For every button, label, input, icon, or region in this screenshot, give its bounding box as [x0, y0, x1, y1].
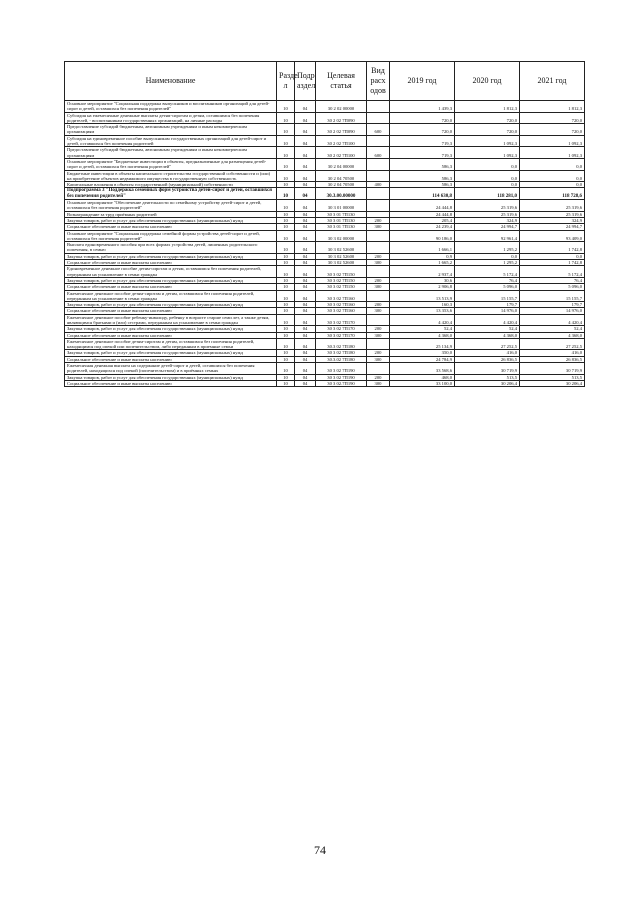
cell-subsection: 04: [295, 302, 316, 308]
cell-section: 10: [277, 356, 295, 362]
cell-2020: 27 252,5: [455, 338, 520, 350]
cell-expense-type: 300: [367, 380, 390, 386]
cell-2020: 4 368,0: [455, 332, 520, 338]
cell-subsection: 04: [295, 147, 316, 159]
cell-2021: 14 976,0: [520, 308, 585, 314]
cell-2019: 468,0: [390, 374, 455, 380]
cell-subsection: 04: [295, 224, 316, 230]
cell-expense-type: 400: [367, 182, 390, 188]
cell-subsection: 04: [295, 314, 316, 326]
table-row: [65, 338, 585, 350]
cell-subsection: 04: [295, 101, 316, 113]
cell-2019: 24 444,8: [390, 211, 455, 217]
cell-target-item: 30 2 04 70500: [316, 170, 367, 182]
cell-2020: 5 172,4: [455, 266, 520, 278]
cell-target-item: 30 3 02 52600: [316, 260, 367, 266]
cell-subsection: 04: [295, 112, 316, 124]
cell-name: Социальное обеспечение и иные выплаты населению: [65, 224, 277, 230]
table-row: [65, 380, 585, 386]
cell-2019: 52,4: [390, 326, 455, 332]
header-2021: 2021 год: [520, 62, 585, 101]
cell-2021: 324,9: [520, 217, 585, 223]
cell-name: Закупка товаров, работ и услуг для обеспечения государственных (муниципальных) нужд: [65, 217, 277, 223]
cell-section: 10: [277, 380, 295, 386]
cell-section: 10: [277, 217, 295, 223]
cell-2019: 350,0: [390, 350, 455, 356]
cell-2020: 179,7: [455, 302, 520, 308]
cell-2019: 720,0: [390, 124, 455, 136]
table-row: [65, 147, 585, 159]
cell-name: Ежемесячное денежное пособие ребенку-инвалиду, ребенку в возрасте старше семи лет, а также детям, являющимся братьями и (или) сестрами, переданным на усыновление в семьи граждан: [65, 314, 277, 326]
table-row: [65, 112, 585, 124]
cell-name: Ежемесячное денежное пособие детям-сиротам и детям, оставшимся без попечения родителей, находящимся под опекой или попечительством, либо переданным в приемные семьи: [65, 338, 277, 350]
cell-2020: 1 092,3: [455, 147, 520, 159]
cell-name: Основное мероприятие "Социальная поддержка выпускников и воспитанников организаций для детей-сирот и детей, оставшихся без попечения родителей": [65, 101, 277, 113]
cell-name: Социальное обеспечение и иные выплаты населению: [65, 308, 277, 314]
cell-section: 10: [277, 101, 295, 113]
cell-subsection: 04: [295, 332, 316, 338]
cell-expense-type: 200: [367, 253, 390, 259]
cell-2020: 324,9: [455, 217, 520, 223]
cell-2020: 118 281,0: [455, 188, 520, 200]
cell-name: Закупка товаров, работ и услуг для обеспечения государственных (муниципальных) нужд: [65, 374, 277, 380]
cell-2020: 76,4: [455, 277, 520, 283]
cell-subsection: 04: [295, 308, 316, 314]
cell-expense-type: [367, 135, 390, 147]
cell-2021: 27 252,5: [520, 338, 585, 350]
cell-target-item: 30.3 02 7П180: [316, 338, 367, 350]
cell-expense-type: 300: [367, 260, 390, 266]
cell-2019: 90 186,0: [390, 230, 455, 242]
cell-name: Социальное обеспечение и иные выплаты населению: [65, 380, 277, 386]
cell-name: Субсидия на ежемесячные денежные выплаты детям-сиротам и детям, оставшимся без попечения родителей, - воспитанникам государственных организаций, на личные расходы: [65, 112, 277, 124]
cell-2020: 24 994,7: [455, 224, 520, 230]
cell-subsection: 04: [295, 374, 316, 380]
cell-2020: 1 295,2: [455, 242, 520, 254]
cell-target-item: 30 3 02 7П170: [316, 326, 367, 332]
cell-target-item: 30 3 02 7П180: [316, 350, 367, 356]
cell-expense-type: 300: [367, 308, 390, 314]
cell-2019: 25 134,9: [390, 338, 455, 350]
cell-2019: 2 937,4: [390, 266, 455, 278]
table-row: [65, 290, 585, 302]
cell-2019: 30,6: [390, 277, 455, 283]
cell-section: 10: [277, 302, 295, 308]
cell-expense-type: [367, 112, 390, 124]
cell-target-item: 30 2 04 70500: [316, 182, 367, 188]
cell-expense-type: [367, 170, 390, 182]
cell-2020: 26 836,5: [455, 356, 520, 362]
cell-target-item: 30 3 02 7П150: [316, 277, 367, 283]
cell-target-item: 30 3 02 7П190: [316, 374, 367, 380]
cell-target-item: 30 3 02 7П160: [316, 308, 367, 314]
cell-name: Выплата единовременного пособия при всех формах устройства детей, лишенных родительского попечения, в семью: [65, 242, 277, 254]
cell-subsection: 04: [295, 188, 316, 200]
cell-name: Социальное обеспечение и иные выплаты населению: [65, 260, 277, 266]
cell-2019: 586,3: [390, 158, 455, 170]
cell-2020: 1 295,2: [455, 260, 520, 266]
cell-name: Закупка товаров, работ и услуг для обеспечения государственных (муниципальных) нужд: [65, 277, 277, 283]
cell-expense-type: 300: [367, 284, 390, 290]
cell-section: 10: [277, 374, 295, 380]
cell-2019: 719,3: [390, 147, 455, 159]
cell-subsection: 04: [295, 242, 316, 254]
cell-subsection: 04: [295, 135, 316, 147]
cell-expense-type: 200: [367, 374, 390, 380]
cell-target-item: 30 3 01 7П130: [316, 224, 367, 230]
cell-2020: 52,4: [455, 326, 520, 332]
cell-section: 10: [277, 332, 295, 338]
header-expense-type: Вид расх одов: [367, 62, 390, 101]
cell-2021: 1 742,8: [520, 260, 585, 266]
cell-2021: 1 092,3: [520, 135, 585, 147]
cell-2020: 720,0: [455, 124, 520, 136]
cell-2020: 15 155,7: [455, 290, 520, 302]
cell-subsection: 04: [295, 277, 316, 283]
cell-2021: 15 155,7: [520, 290, 585, 302]
cell-expense-type: 300: [367, 356, 390, 362]
cell-2020: 25 319,6: [455, 211, 520, 217]
cell-section: 10: [277, 211, 295, 217]
cell-2020: 1 812,3: [455, 101, 520, 113]
cell-target-item: 30 3 02.7П190: [316, 380, 367, 386]
cell-expense-type: 300: [367, 224, 390, 230]
cell-name: Ежемесячное денежное пособие детям-сиротам и детям, оставшимся без попечения родителей, переданным на усыновление в семьи граждан: [65, 290, 277, 302]
table-row: [65, 170, 585, 182]
cell-2020: 1 092,3: [455, 135, 520, 147]
cell-2021: 24 994,7: [520, 224, 585, 230]
cell-target-item: 30 3 02 7П150: [316, 284, 367, 290]
header-2019: 2019 год: [390, 62, 455, 101]
cell-subsection: 04: [295, 230, 316, 242]
cell-subsection: 04: [295, 211, 316, 217]
cell-section: 10: [277, 170, 295, 182]
cell-target-item: 30 2 04 00000: [316, 158, 367, 170]
cell-2021: 1 812,3: [520, 101, 585, 113]
cell-2020: 0,0: [455, 170, 520, 182]
cell-target-item: 30.3.02 7П180: [316, 356, 367, 362]
cell-target-item: 30 2 02 7П100: [316, 147, 367, 159]
header-name: Наименование: [65, 62, 277, 101]
cell-expense-type: [367, 338, 390, 350]
table-row: [65, 158, 585, 170]
table-row: [65, 124, 585, 136]
cell-2021: 30 719,9: [520, 363, 585, 375]
table-row: [65, 242, 585, 254]
cell-expense-type: [367, 290, 390, 302]
cell-name: Закупка товаров, работ и услуг для обеспечения государственных (муниципальных) нужд: [65, 326, 277, 332]
cell-target-item: 30 3 01 00000: [316, 200, 367, 212]
cell-2019: 720,0: [390, 112, 455, 124]
cell-name: Вознаграждение за труд приёмных родителей: [65, 211, 277, 217]
cell-expense-type: 200: [367, 217, 390, 223]
header-row: [65, 62, 585, 101]
table-row: [65, 135, 585, 147]
cell-subsection: 04: [295, 363, 316, 375]
header-section: Разде л: [277, 62, 295, 101]
cell-2021: 179,7: [520, 302, 585, 308]
cell-2019: 24 444,8: [390, 200, 455, 212]
cell-2019: 205,4: [390, 217, 455, 223]
cell-2020: 5 096,0: [455, 284, 520, 290]
cell-expense-type: [367, 200, 390, 212]
cell-subsection: 04: [295, 338, 316, 350]
cell-name: Ежемесячная денежная выплата на содержание детей-сирот и детей, оставшихся без попечения родителей, находящихся под опекой (попечительством) и в приёмных семьях: [65, 363, 277, 375]
cell-expense-type: [367, 363, 390, 375]
cell-2019: 586,3: [390, 182, 455, 188]
cell-2019: 33 568,6: [390, 363, 455, 375]
cell-section: 10: [277, 314, 295, 326]
cell-2021: 0,0: [520, 253, 585, 259]
cell-2021: 1 742,8: [520, 242, 585, 254]
cell-target-item: 30 3 02 52600: [316, 242, 367, 254]
cell-expense-type: 600: [367, 147, 390, 159]
cell-section: 10: [277, 260, 295, 266]
cell-name: Основное мероприятие "Обеспечение деятельности по семейному устройству детей-сирот и детей, оставшихся без попечения родителей": [65, 200, 277, 212]
cell-2019: 24 239,4: [390, 224, 455, 230]
cell-2019: 1 665,2: [390, 260, 455, 266]
cell-subsection: 04: [295, 124, 316, 136]
cell-2021: 1 092,3: [520, 147, 585, 159]
cell-2019: 13 353,6: [390, 308, 455, 314]
cell-section: 10: [277, 230, 295, 242]
cell-section: 10: [277, 277, 295, 283]
cell-section: 10: [277, 224, 295, 230]
cell-name: Основное мероприятие "Бюджетные инвестиции в объекты, предназначенные для размещения детей-сирот и детей, оставшихся без попечения родителей": [65, 158, 277, 170]
header-subsection: Подр аздел: [295, 62, 316, 101]
cell-subsection: 04: [295, 200, 316, 212]
cell-subsection: 04: [295, 290, 316, 302]
cell-name: Предоставление субсидий бюджетным, автономным учреждениям и иным некоммерческим организациям: [65, 147, 277, 159]
cell-target-item: 30 3 02 7П170: [316, 314, 367, 326]
cell-2021: 513,5: [520, 374, 585, 380]
cell-2020: 4 420,4: [455, 314, 520, 326]
cell-subsection: 04: [295, 356, 316, 362]
cell-name: Единовременное денежное пособие детям-сиротам и детям, оставшимся без попечения родителей, переданным на усыновление в семьи граждан: [65, 266, 277, 278]
cell-2019: 1 666,1: [390, 242, 455, 254]
cell-name: Бюджетные инвестиции в объекты капитального строительства государственной собственности и (или) на приобретение объектов недвижимого имущества в государственную собственность: [65, 170, 277, 182]
cell-target-item: 30 2 02 00000: [316, 101, 367, 113]
cell-subsection: 04: [295, 266, 316, 278]
cell-subsection: 04: [295, 182, 316, 188]
cell-section: 10: [277, 200, 295, 212]
cell-expense-type: [367, 230, 390, 242]
cell-subsection: 04: [295, 380, 316, 386]
cell-target-item: 30 3 02 7П150: [316, 266, 367, 278]
cell-2019: 2 906,8: [390, 284, 455, 290]
cell-2019: 719,3: [390, 135, 455, 147]
cell-section: 10: [277, 290, 295, 302]
table-row: [65, 188, 585, 200]
cell-section: 10: [277, 124, 295, 136]
cell-2021: 25 319,6: [520, 200, 585, 212]
cell-expense-type: [367, 158, 390, 170]
cell-subsection: 04: [295, 170, 316, 182]
cell-2020: 0,0: [455, 158, 520, 170]
cell-name: Субсидия на единовременное пособие выпускникам государственных организаций для детей-сирот и детей, оставшихся без попечения родителей: [65, 135, 277, 147]
cell-2021: 76,4: [520, 277, 585, 283]
cell-subsection: 04: [295, 260, 316, 266]
cell-2021: 0,0: [520, 170, 585, 182]
table-row: [65, 230, 585, 242]
cell-name: Закупка товаров, работ и услуг для обеспечения государственных (муниципальных) нужд: [65, 253, 277, 259]
cell-section: 10: [277, 242, 295, 254]
header-2020: 2020 год: [455, 62, 520, 101]
header-target-item: Целевая статья: [316, 62, 367, 101]
cell-section: 10: [277, 363, 295, 375]
cell-2021: 118 728,6: [520, 188, 585, 200]
cell-section: 10: [277, 135, 295, 147]
cell-2019: 1 439,3: [390, 101, 455, 113]
cell-2019: 160,3: [390, 302, 455, 308]
cell-section: 10: [277, 308, 295, 314]
table-row: [65, 266, 585, 278]
cell-section: 10: [277, 188, 295, 200]
cell-target-item: 30 3 02 7П170: [316, 332, 367, 338]
cell-target-item: 30 3 01 7П130: [316, 211, 367, 217]
cell-2021: 4 420,4: [520, 314, 585, 326]
cell-name: Предоставление субсидий бюджетным, автономным учреждениям и иным некоммерческим организациям: [65, 124, 277, 136]
cell-subsection: 04: [295, 217, 316, 223]
cell-2019: 114 630,8: [390, 188, 455, 200]
cell-2021: 5 172,4: [520, 266, 585, 278]
cell-2020: 416,0: [455, 350, 520, 356]
cell-target-item: 30 2 02 7П090: [316, 112, 367, 124]
table-row: [65, 101, 585, 113]
cell-2021: 93 409,0: [520, 230, 585, 242]
cell-target-item: 30 3 02 7П190: [316, 363, 367, 375]
cell-target-item: 30 2 02 7П100: [316, 135, 367, 147]
cell-2021: 0,0: [520, 158, 585, 170]
cell-expense-type: 200: [367, 326, 390, 332]
cell-subsection: 04: [295, 158, 316, 170]
cell-2020: 513,5: [455, 374, 520, 380]
cell-expense-type: [367, 314, 390, 326]
cell-expense-type: [367, 266, 390, 278]
cell-name: Закупка товаров, работ и услуг для обеспечения государственных (муниципальных) нужд: [65, 302, 277, 308]
cell-2020: 720,0: [455, 112, 520, 124]
page-number: 74: [314, 843, 326, 857]
cell-2020: 30 206,4: [455, 380, 520, 386]
cell-name: Социальное обеспечение и иные выплаты населению: [65, 332, 277, 338]
cell-2020: 14 976,0: [455, 308, 520, 314]
table-row: [65, 314, 585, 326]
table-row: [65, 200, 585, 212]
cell-subsection: 04: [295, 284, 316, 290]
table-body: [65, 101, 585, 387]
cell-2021: 720,0: [520, 112, 585, 124]
cell-target-item: 30 3 02 7П160: [316, 290, 367, 302]
cell-name: Подпрограмма 3 "Поддержка семейных форм устройства детей-сирот и детей, оставшихся без попечения родителей": [65, 188, 277, 200]
cell-name: Социальное обеспечение и иные выплаты населению: [65, 356, 277, 362]
cell-2021: 416,0: [520, 350, 585, 356]
cell-subsection: 04: [295, 326, 316, 332]
cell-2019: 33 100,0: [390, 380, 455, 386]
cell-expense-type: [367, 188, 390, 200]
cell-2021: 4 368,0: [520, 332, 585, 338]
cell-2020: 92 961,4: [455, 230, 520, 242]
cell-section: 10: [277, 253, 295, 259]
cell-expense-type: 200: [367, 302, 390, 308]
cell-2020: 30 719,9: [455, 363, 520, 375]
cell-2021: 26 836,5: [520, 356, 585, 362]
cell-subsection: 04: [295, 253, 316, 259]
cell-target-item: 30 3 01 7П130: [316, 217, 367, 223]
cell-2021: 5 096,0: [520, 284, 585, 290]
cell-2019: 4 368,0: [390, 332, 455, 338]
cell-expense-type: [367, 242, 390, 254]
cell-2021: 25 319,6: [520, 211, 585, 217]
cell-name: Закупка товаров, работ и услуг для обеспечения государственных (муниципальных) нужд: [65, 350, 277, 356]
cell-expense-type: [367, 101, 390, 113]
cell-subsection: 04: [295, 350, 316, 356]
cell-2019: 586,3: [390, 170, 455, 182]
cell-target-item: 30 3 02 52600: [316, 253, 367, 259]
cell-name: Социальное обеспечение и иные выплаты населению: [65, 284, 277, 290]
cell-2019: 24 784,9: [390, 356, 455, 362]
cell-expense-type: 300: [367, 332, 390, 338]
cell-2019: 13 513,9: [390, 290, 455, 302]
cell-name: Основное мероприятие "Социальная поддержка семейной формы устройства детей-сирот и детей, оставшихся без попечения родителей": [65, 230, 277, 242]
cell-section: 10: [277, 147, 295, 159]
cell-name: Капитальные вложения в объекты государственной (муниципальной) собственности: [65, 182, 277, 188]
cell-expense-type: 600: [367, 124, 390, 136]
cell-section: 10: [277, 326, 295, 332]
cell-2020: 0,0: [455, 253, 520, 259]
cell-target-item: 30.3.00.00000: [316, 188, 367, 200]
cell-2019: 0,9: [390, 253, 455, 259]
cell-target-item: 30 3 02 00000: [316, 230, 367, 242]
cell-section: 10: [277, 112, 295, 124]
cell-2021: 52,4: [520, 326, 585, 332]
cell-2020: 0,0: [455, 182, 520, 188]
cell-target-item: 30 2 02 7П090: [316, 124, 367, 136]
cell-expense-type: 200: [367, 277, 390, 283]
cell-section: 10: [277, 338, 295, 350]
budget-table: [64, 61, 585, 387]
cell-section: 10: [277, 350, 295, 356]
cell-section: 10: [277, 182, 295, 188]
cell-section: 10: [277, 284, 295, 290]
cell-2021: 30 206,4: [520, 380, 585, 386]
cell-2020: 25 319,6: [455, 200, 520, 212]
cell-2019: 4 420,4: [390, 314, 455, 326]
cell-target-item: 30 3 02 7П160: [316, 302, 367, 308]
table-row: [65, 363, 585, 375]
cell-2021: 720,0: [520, 124, 585, 136]
cell-section: 10: [277, 158, 295, 170]
cell-section: 10: [277, 266, 295, 278]
cell-2021: 0,0: [520, 182, 585, 188]
cell-expense-type: 200: [367, 350, 390, 356]
